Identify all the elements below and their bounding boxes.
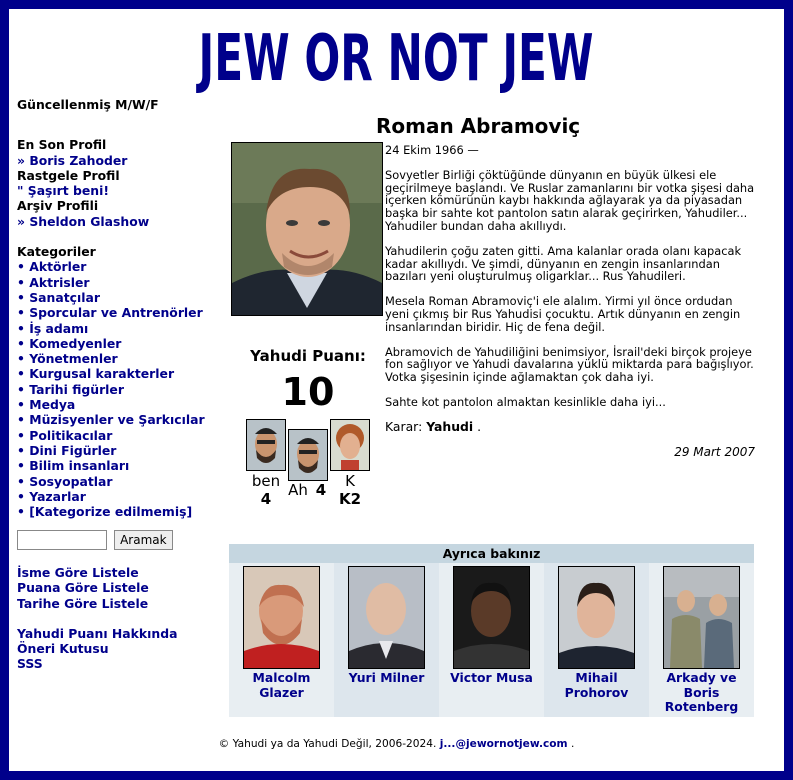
thumb-3-label: K [345, 472, 355, 490]
thumb-1-label: ben [251, 472, 281, 490]
profile-paragraph-1: Sovyetler Birliği çöktüğünde dünyanın en büyük ülkesi ele geçirilmeye başlandı. Ve Ruslar zamanlarını bir votka şişesi daha içerken kömürünün kaybı hakkında ağlayarak ya da piyasadan başka bir sahte kot pantolon satın alarak geçirirken, Yahudiler... Yahudiler bundan daha akıllıydı. [385, 167, 755, 233]
profile-paragraph-4: Abramovich de Yahudiliğini benimsiyor, İsrail'deki birçok projeye fon sağlıyor ve Yahudi davalarına yüklü miktarda para bağışlıyor. Votka şişesinin içinde ağlamaktan çok daha iyi. [385, 344, 754, 385]
category-directors[interactable]: • Yönetmenler [17, 351, 118, 367]
category-religious[interactable]: • Dini Figürler [17, 442, 117, 458]
search-form [17, 529, 173, 550]
category-business[interactable]: • İş adamı [17, 320, 89, 336]
verdict-end: . [477, 418, 482, 434]
random-profile-link[interactable]: " Şaşırt beni! [17, 183, 110, 199]
verdict-value: Yahudi [426, 418, 474, 434]
see-also-item[interactable] [229, 563, 334, 717]
category-actresses[interactable]: • Aktrisler [17, 274, 90, 290]
thumb-2-label: Ah [288, 481, 308, 499]
category-sociopaths[interactable]: • Sosyopatlar [17, 473, 113, 489]
thumb-2-value: 4 [315, 481, 327, 499]
footer-email-link[interactable]: j...@jewornotjew.com [439, 738, 568, 750]
verdict-label: Karar: [385, 418, 423, 434]
see-also-photo[interactable] [558, 566, 635, 669]
category-actors[interactable]: • Aktörler [17, 259, 87, 275]
list-links [17, 565, 177, 672]
search-button[interactable]: Aramak [114, 530, 173, 550]
see-also-photo[interactable] [243, 566, 320, 669]
update-schedule: Güncellenmiş M/W/F [17, 97, 159, 112]
thumb-1-value: 4 [260, 490, 272, 508]
sidebar [17, 97, 217, 519]
see-also-item[interactable] [544, 563, 649, 717]
category-media[interactable]: • Medya [17, 397, 76, 413]
see-also-item[interactable] [439, 563, 544, 717]
score-label: Yahudi Puanı: [250, 347, 366, 365]
score-thumb-1 [246, 419, 286, 471]
see-also-header: Ayrıca bakınız [229, 544, 754, 563]
category-fictional[interactable]: • Kurgusal karakterler [17, 366, 175, 382]
category-scientists[interactable]: • Bilim insanları [17, 458, 130, 474]
category-uncategorized[interactable]: • [Kategorize edilmemiş] [17, 504, 193, 520]
score-thumb-3 [330, 419, 370, 471]
footer [0, 738, 793, 750]
list-by-score-link[interactable]: Puana Göre Listele [17, 580, 149, 596]
category-historical[interactable]: • Tarihi figürler [17, 381, 124, 397]
category-writers[interactable]: • Yazarlar [17, 488, 86, 504]
see-also-photo[interactable] [453, 566, 530, 669]
list-by-date-link[interactable]: Tarihe Göre Listele [17, 595, 149, 611]
profile-text [385, 144, 755, 458]
see-also-name[interactable]: Victor Musa [450, 670, 533, 685]
profile-paragraph-3: Mesela Roman Abramoviç'i ele alalım. Yirmi yıl önce ordudan yeni çıkmış bir Rus Yahudisi çocuktu. Artık dünyanın en zengin insanlarından biridir. Hiç de fena değil. [385, 294, 741, 334]
suggestion-box-link[interactable]: Öneri Kutusu [17, 641, 109, 657]
see-also-name[interactable]: Yuri Milner [348, 670, 425, 685]
latest-profile-label: En Son Profil [17, 137, 107, 153]
thumb-3-value: K2 [338, 490, 362, 508]
profile-paragraph-5: Sahte kot pantolon almaktan kesinlikle daha iyi... [385, 394, 666, 409]
score-value: 10 [281, 370, 335, 414]
profile-photo [231, 142, 383, 316]
category-politicians[interactable]: • Politikacılar [17, 427, 113, 443]
see-also-photo[interactable] [348, 566, 425, 669]
about-score-link[interactable]: Yahudi Puanı Hakkında [17, 625, 178, 641]
category-musicians[interactable]: • Müzisyenler ve Şarkıcılar [17, 412, 205, 428]
see-also-photo[interactable] [663, 566, 740, 669]
category-comedians[interactable]: • Komedyenler [17, 335, 122, 351]
verdict [385, 418, 755, 434]
score-thumb-2 [288, 429, 328, 481]
logo-text: JEW OR NOT JEW [195, 22, 594, 96]
footer-copyright: © Yahudi ya da Yahudi Değil, 2006-2024. [218, 738, 440, 750]
list-by-name-link[interactable]: İsme Göre Listele [17, 565, 139, 580]
categories-label: Kategoriler [17, 244, 96, 260]
see-also-panel [229, 544, 754, 717]
birth-date: 24 Ekim 1966 — [385, 143, 479, 157]
search-input[interactable] [17, 530, 107, 550]
site-logo[interactable] [186, 18, 606, 96]
see-also-name[interactable]: Mihail Prohorov [564, 670, 629, 700]
archive-profile-label: Arşiv Profili [17, 198, 99, 214]
random-profile-label: Rastgele Profil [17, 167, 120, 183]
see-also-item[interactable] [649, 563, 754, 717]
faq-link[interactable]: SSS [17, 656, 43, 672]
category-athletes[interactable]: • Sporcular ve Antrenörler [17, 305, 203, 321]
category-artists[interactable]: • Sanatçılar [17, 289, 100, 305]
see-also-name[interactable]: Malcolm Glazer [252, 670, 311, 700]
category-list [17, 259, 217, 519]
archive-profile-link[interactable]: » Sheldon Glashow [17, 213, 150, 229]
profile-paragraph-2: Yahudilerin çoğu zaten gitti. Ama kalanlar orada olanı kapacak kadar akıllıydı. Ve şimdi, dünyanın en zengin insanlarından bazıları yeni oluşturulmuş oligarklar... Rus Yahudileri. [385, 243, 742, 284]
footer-end: . [567, 738, 575, 750]
see-also-item[interactable] [334, 563, 439, 717]
see-also-name[interactable]: Arkady ve Boris Rotenberg [664, 670, 739, 714]
post-date: 29 Mart 2007 [674, 444, 755, 459]
latest-profile-link[interactable]: » Boris Zahoder [17, 152, 128, 168]
profile-name: Roman Abramoviç [376, 114, 581, 138]
